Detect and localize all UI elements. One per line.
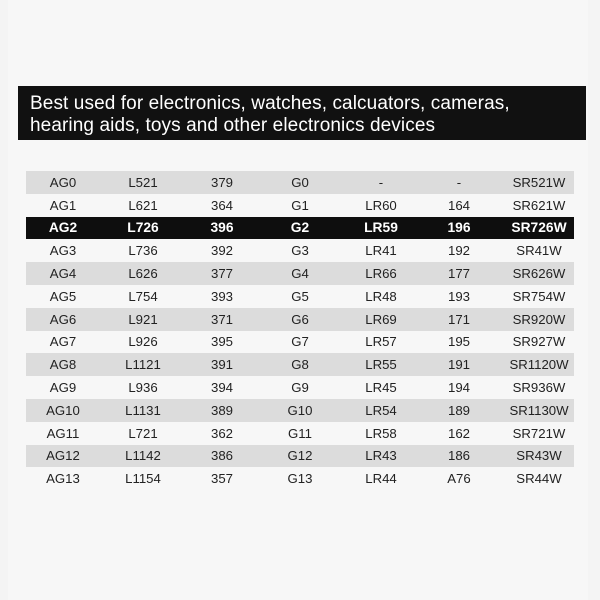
- table-cell: AG0: [49, 174, 77, 190]
- table-cell: LR55: [365, 357, 397, 373]
- table-cell: 191: [447, 357, 470, 373]
- table-cell: G5: [291, 288, 309, 304]
- table-cell: LR59: [364, 220, 398, 236]
- table-cell: 192: [447, 243, 470, 259]
- table-cell: 362: [210, 425, 233, 441]
- table-cell: G7: [291, 334, 309, 350]
- table-cell: LR54: [365, 402, 397, 418]
- table-cell: AG5: [49, 288, 77, 304]
- table-row: [26, 399, 574, 422]
- table-cell: 379: [210, 174, 233, 190]
- table-cell: AG6: [49, 311, 77, 327]
- table-cell: L621: [128, 197, 158, 213]
- table-cell: LR43: [365, 448, 397, 464]
- table-cell: SR721W: [512, 425, 566, 441]
- table-cell: L936: [128, 380, 158, 396]
- table-cell: SR754W: [512, 288, 566, 304]
- table-cell: SR927W: [512, 334, 566, 350]
- table-cell: L921: [128, 311, 158, 327]
- table-cell: L1142: [125, 448, 161, 464]
- table-cell: AG8: [49, 357, 77, 373]
- table-cell: L926: [128, 334, 158, 350]
- table-row: [26, 467, 574, 490]
- table-cell: L626: [128, 266, 158, 282]
- table-cell: 394: [210, 380, 233, 396]
- table-cell: SR920W: [512, 311, 566, 327]
- usage-text-line-1: Best used for electronics, watches, calcuators, cameras,: [30, 93, 510, 114]
- table-row: [26, 262, 574, 285]
- table-cell: 386: [210, 448, 233, 464]
- table-cell: LR48: [365, 288, 397, 304]
- table-cell: SR621W: [512, 197, 566, 213]
- table-cell: SR936W: [512, 380, 566, 396]
- table-cell: L721: [128, 425, 158, 441]
- table-cell: LR60: [365, 197, 397, 213]
- table-cell: L736: [128, 243, 158, 259]
- battery-equivalence-table: [26, 171, 574, 490]
- table-cell: AG2: [48, 220, 78, 236]
- usage-banner: [18, 86, 586, 140]
- table-cell: 162: [447, 425, 470, 441]
- table-row: [26, 239, 574, 262]
- table-cell: G3: [291, 243, 309, 259]
- table-cell: LR45: [365, 380, 397, 396]
- table-cell: G8: [291, 357, 309, 373]
- table-cell: G9: [291, 380, 309, 396]
- table-cell: AG7: [49, 334, 77, 350]
- table-cell: L1121: [125, 357, 161, 373]
- table-cell: LR58: [365, 425, 397, 441]
- table-cell: L1131: [125, 402, 161, 418]
- table-row: [26, 422, 574, 445]
- table-cell: A76: [447, 471, 471, 487]
- table-cell: L754: [128, 288, 158, 304]
- table-cell: 195: [447, 334, 470, 350]
- table-row: [26, 353, 574, 376]
- table-cell: 357: [210, 471, 233, 487]
- table-cell: SR43W: [516, 448, 562, 464]
- table-cell: 393: [210, 288, 233, 304]
- table-cell: 392: [210, 243, 233, 259]
- table-cell: AG13: [46, 471, 80, 487]
- table-cell: LR44: [365, 471, 397, 487]
- table-cell: LR57: [365, 334, 397, 350]
- table-cell: 194: [447, 380, 470, 396]
- table-cell: G6: [291, 311, 309, 327]
- table-row: [26, 308, 574, 331]
- table-cell: G4: [291, 266, 309, 282]
- table-cell: 371: [210, 311, 233, 327]
- table-cell: AG4: [49, 266, 77, 282]
- table-cell: L521: [128, 174, 158, 190]
- table-row: [26, 285, 574, 308]
- table-cell: 364: [210, 197, 233, 213]
- table-cell: -: [456, 174, 462, 190]
- table-cell: G13: [287, 471, 313, 487]
- table-cell: AG10: [46, 402, 80, 418]
- table-cell: SR626W: [512, 266, 566, 282]
- table-row-highlighted: [26, 217, 574, 240]
- usage-text-line-2: hearing aids, toys and other electronics devices: [30, 115, 436, 136]
- table-cell: SR726W: [511, 220, 567, 236]
- table-cell: SR1130W: [509, 402, 569, 418]
- table-cell: -: [378, 174, 384, 190]
- table-cell: AG3: [49, 243, 77, 259]
- table-row: [26, 445, 574, 468]
- table-cell: L1154: [125, 471, 161, 487]
- table-cell: AG1: [49, 197, 77, 213]
- table-cell: 377: [210, 266, 233, 282]
- table-cell: G11: [288, 425, 312, 441]
- table-cell: SR1120W: [509, 357, 569, 373]
- table-cell: LR66: [365, 266, 397, 282]
- table-cell: 389: [210, 402, 233, 418]
- table-row: [26, 376, 574, 399]
- table-cell: 396: [210, 220, 234, 236]
- table-cell: AG9: [49, 380, 77, 396]
- table-row: [26, 331, 574, 354]
- table-cell: G2: [290, 220, 310, 236]
- table-cell: 171: [447, 311, 470, 327]
- table-cell: 164: [447, 197, 470, 213]
- table-cell: SR44W: [516, 471, 562, 487]
- table-row: [26, 171, 574, 194]
- table-cell: 189: [447, 402, 470, 418]
- table-cell: SR521W: [512, 174, 566, 190]
- table-cell: 193: [447, 288, 470, 304]
- table-cell: LR69: [365, 311, 397, 327]
- table-cell: SR41W: [516, 243, 562, 259]
- table-cell: G12: [287, 448, 313, 464]
- table-cell: L726: [127, 220, 159, 236]
- table-cell: 196: [447, 220, 471, 236]
- table-cell: G10: [287, 402, 313, 418]
- table-cell: G1: [291, 197, 309, 213]
- table-row: [26, 194, 574, 217]
- table-cell: G0: [291, 174, 309, 190]
- table-cell: AG11: [46, 425, 80, 441]
- table-cell: 177: [447, 266, 470, 282]
- table-cell: 395: [210, 334, 233, 350]
- table-cell: AG12: [46, 448, 80, 464]
- table-cell: 391: [210, 357, 233, 373]
- table-cell: 186: [447, 448, 470, 464]
- package-back: [8, 0, 588, 600]
- table-cell: LR41: [365, 243, 397, 259]
